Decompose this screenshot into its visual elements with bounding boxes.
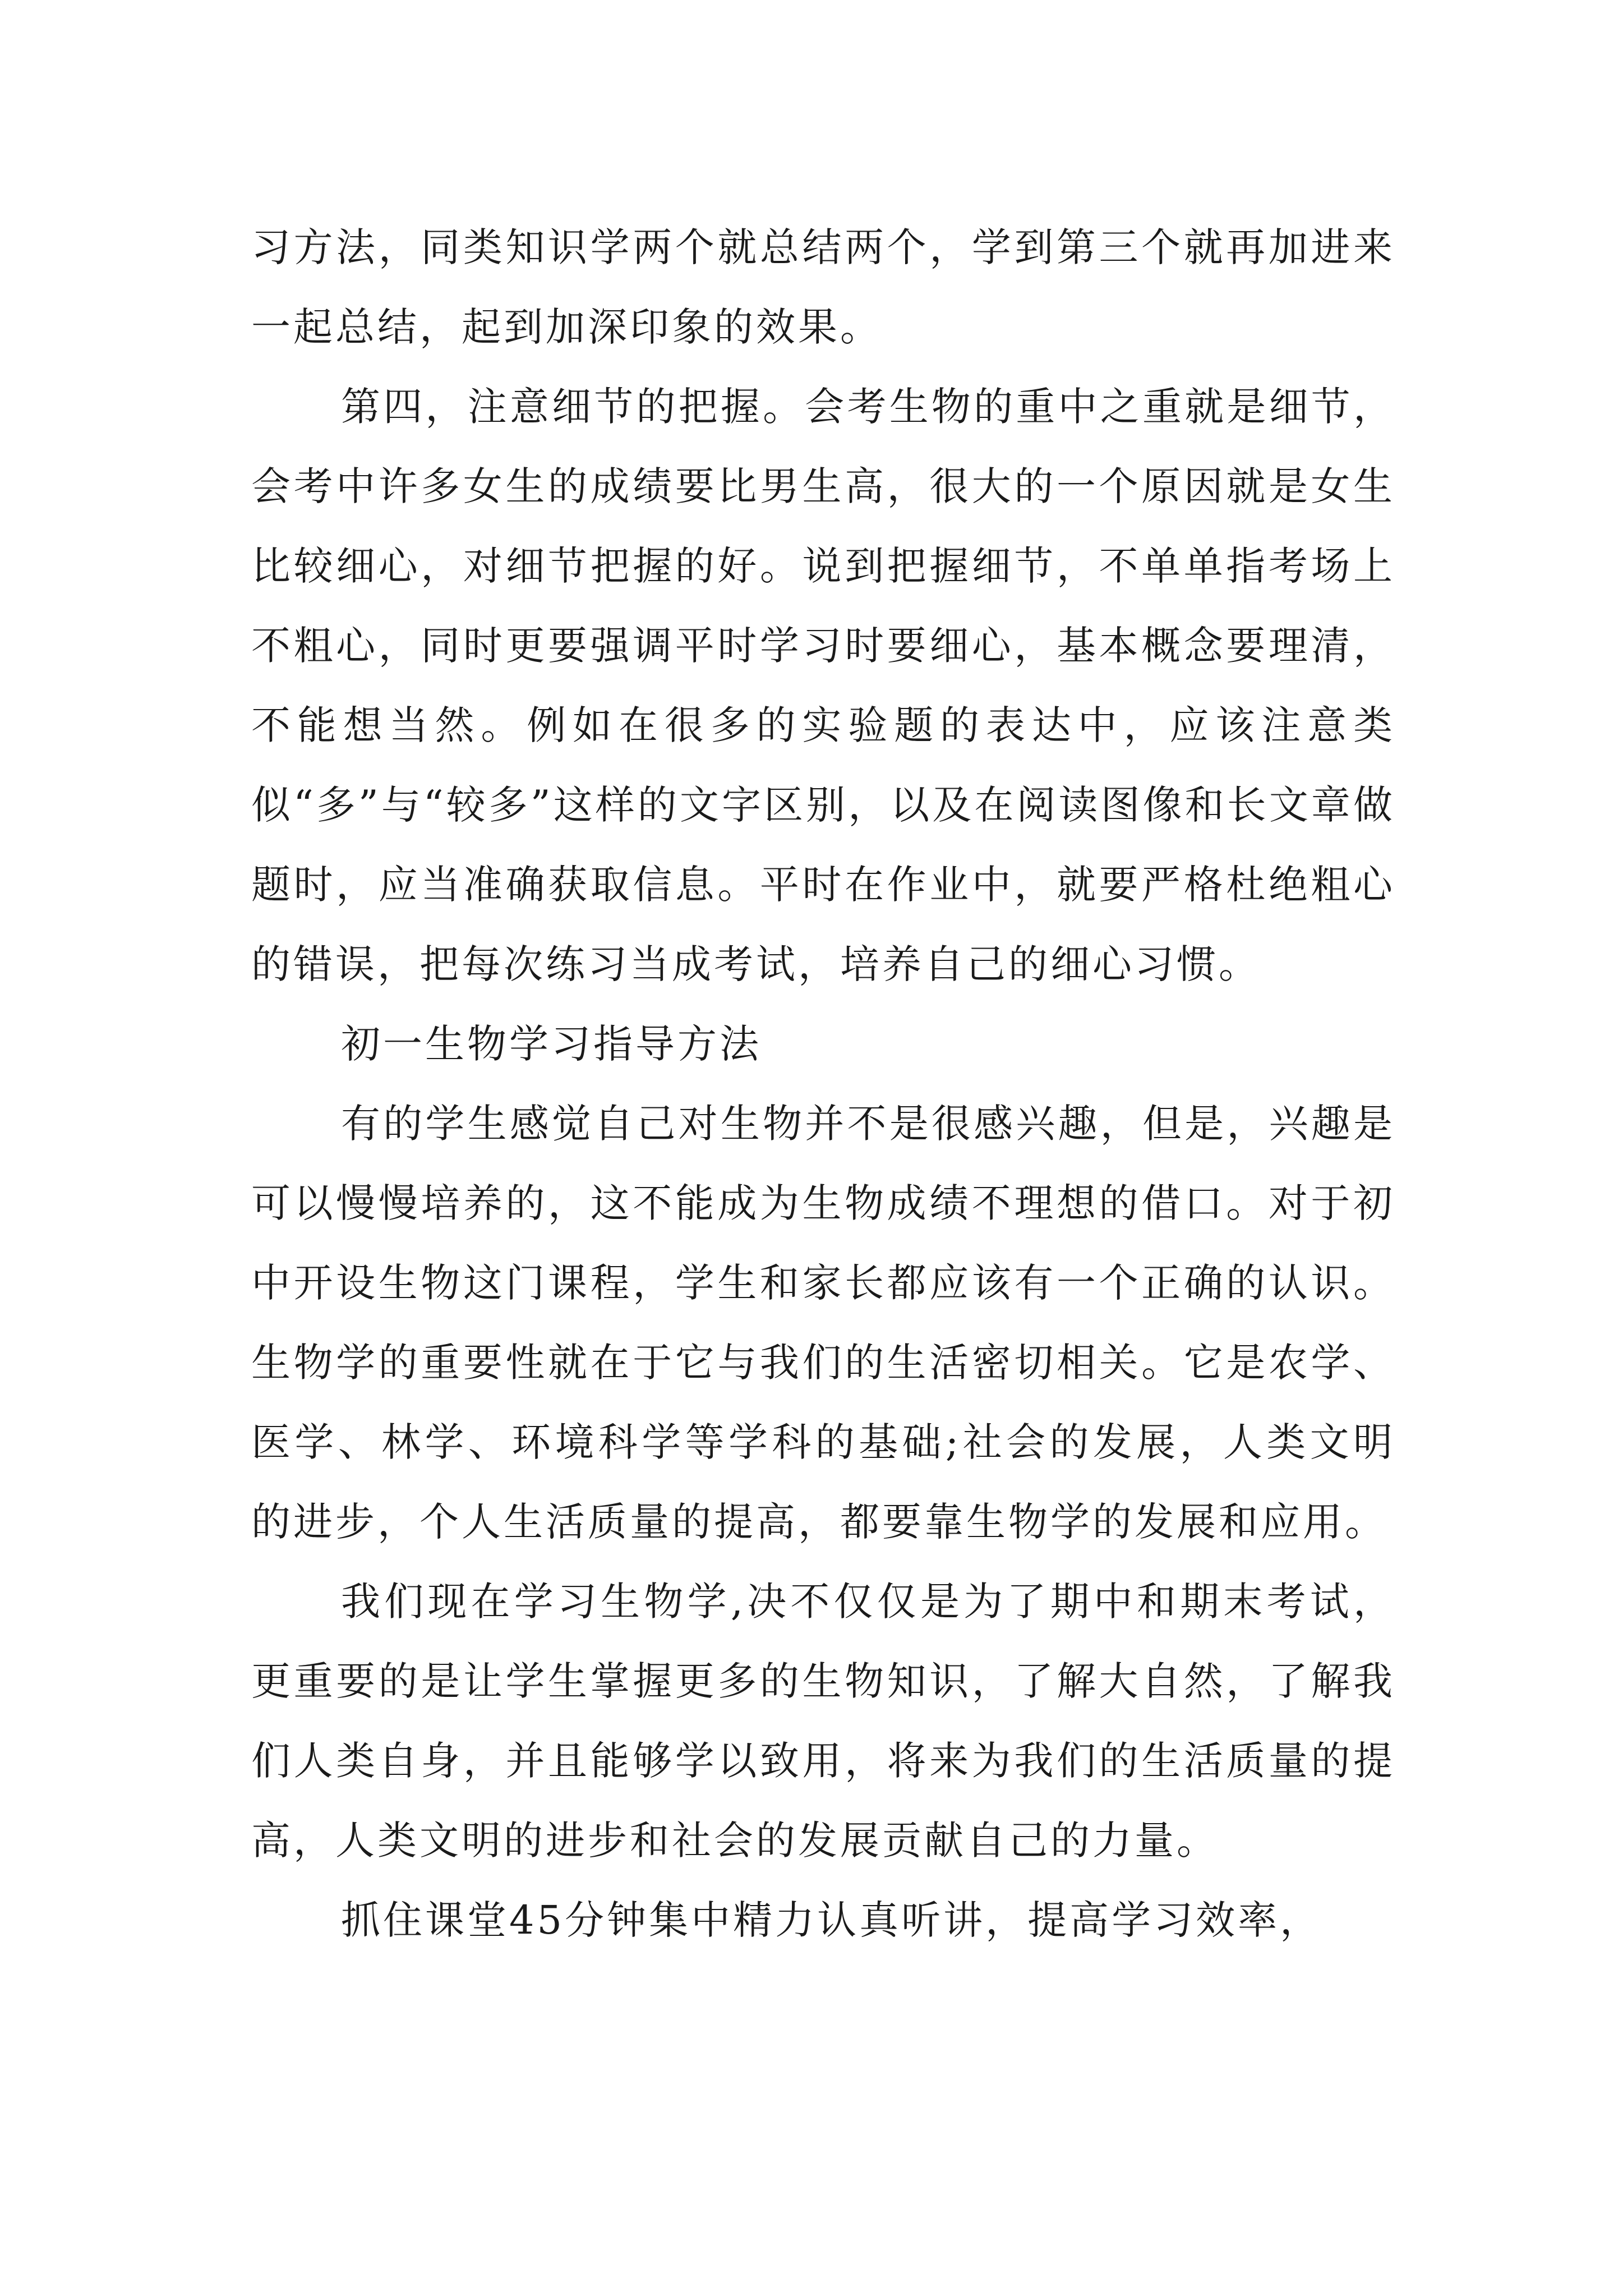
paragraph-purpose: 我们现在学习生物学,决不仅仅是为了期中和期末考试，更重要的是让学生掌握更多的生物知识，了解大自然，了解我们人类自身，并且能够学以致用，将来为我们的生活质量的提高，人类文明的进步和社会的发展贡献自己的力量。 <box>251 1579 1395 1864</box>
paragraph-continuation: 习方法，同类知识学两个就总结两个，学到第三个就再加进来一起总结，起到加深印象的效果。 <box>251 224 1395 350</box>
section-heading: 初一生物学习指导方法 <box>341 1021 762 1067</box>
paragraph-interest: 有的学生感觉自己对生物并不是很感兴趣，但是，兴趣是可以慢慢培养的，这不能成为生物成绩不理想的借口。对于初中开设生物这门课程，学生和家长都应该有一个正确的认识。生物学的重要性就在于它与我们的生活密切相关。它是农学、医学、林学、环境科学等学科的基础;社会的发展，人类文明的进步，个人生活质量的提高，都要靠生物学的发展和应用。 <box>251 1101 1395 1545</box>
document-body <box>251 208 1395 1960</box>
paragraph-classroom: 抓住课堂45分钟集中精力认真听讲，提高学习效率， <box>341 1897 1322 1943</box>
paragraph-attention-to-detail: 第四，注意细节的把握。会考生物的重中之重就是细节，会考中许多女生的成绩要比男生高，很大的一个原因就是女生比较细心，对细节把握的好。说到把握细节，不单单指考场上不粗心，同时更要强调平时学习时要细心，基本概念要理清，不能想当然。例如在很多的实验题的表达中，应该注意类似“多”与“较多”这样的文字区别，以及在阅读图像和长文章做题时，应当准确获取信息。平时在作业中，就要严格杜绝粗心的错误，把每次练习当成考试，培养自己的细心习惯。 <box>251 384 1395 987</box>
